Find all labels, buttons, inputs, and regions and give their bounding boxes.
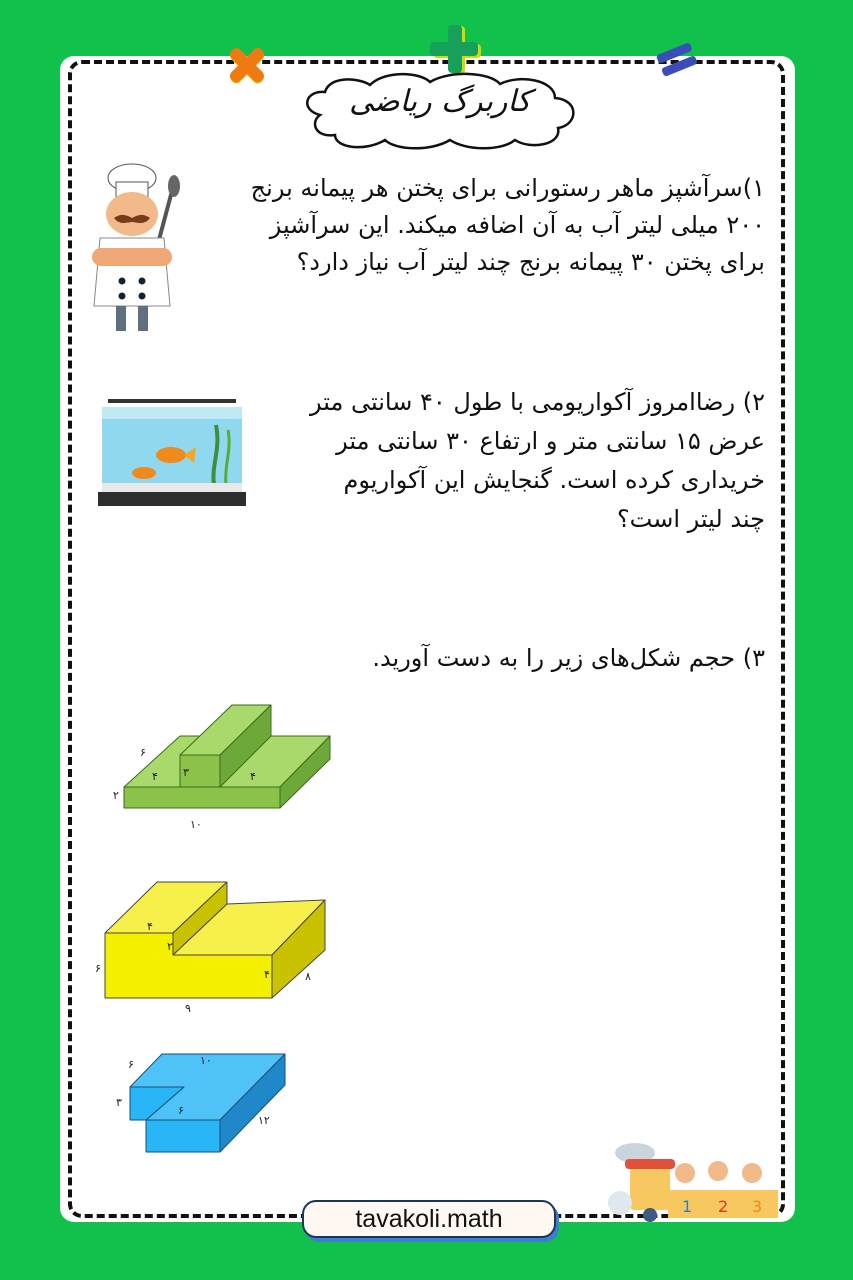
blue-label-notch: ۶ (178, 1104, 184, 1117)
question-3 (245, 640, 765, 677)
multiply-icon (222, 40, 272, 90)
blue-prism-shape (100, 1040, 300, 1160)
train-number-3: 3 (752, 1197, 763, 1216)
yellow-label-top: ۴ (147, 920, 153, 933)
footer-handle (302, 1200, 556, 1238)
question-2-line-1: ۲) رضاامروز آکواریومی با طول ۴۰ سانتی متر (310, 388, 765, 416)
question-1-line-1: ۱)سرآشپز ماهر رستورانی برای پختن هر پیمانه برنج (250, 174, 765, 202)
blue-label-height: ۳ (116, 1096, 122, 1109)
blue-label-depth-left: ۶ (128, 1058, 134, 1071)
question-1-line-2: ۲۰۰ میلی لیتر آب به آن اضافه میکند. این سرآشپز (269, 211, 765, 239)
question-2 (245, 383, 765, 539)
yellow-label-height: ۶ (95, 962, 101, 975)
question-2-line-2: عرض ۱۵ سانتی متر و ارتفاع ۳۰ سانتی متر (336, 427, 765, 455)
green-label-length: ۱۰ (190, 818, 202, 831)
green-label-step: ۳ (183, 766, 189, 779)
green-label-right-top: ۴ (250, 770, 256, 783)
train-illustration (600, 1135, 785, 1225)
green-t-prism-shape (100, 700, 340, 840)
green-label-depth: ۶ (140, 746, 146, 759)
blue-label-side: ۱۲ (258, 1114, 270, 1127)
question-3-line-1: ۳) حجم شکل‌های زیر را به دست آورید. (372, 644, 765, 672)
aquarium-illustration (96, 395, 248, 510)
train-number-2: 2 (718, 1197, 729, 1216)
question-1 (165, 170, 765, 281)
question-2-line-4: چند لیتر است؟ (616, 505, 765, 533)
equals-icon (655, 40, 700, 80)
train-number-1: 1 (682, 1197, 693, 1216)
yellow-label-depth: ۸ (305, 970, 311, 983)
yellow-label-right-height: ۴ (264, 968, 270, 981)
yellow-label-length: ۹ (185, 1002, 191, 1015)
question-2-line-3: خریداری کرده است. گنجایش این آکواریوم (343, 466, 765, 494)
worksheet-title: کاربرگ ریاضی (349, 84, 531, 119)
green-label-left-top: ۴ (152, 770, 158, 783)
question-1-line-3: برای پختن ۳۰ پیمانه برنج چند لیتر آب نیاز دارد؟ (296, 248, 765, 276)
blue-label-top: ۱۰ (200, 1054, 212, 1067)
footer-handle-text: tavakoli.math (355, 1204, 503, 1233)
yellow-l-prism-shape (85, 870, 335, 1020)
green-label-height: ۲ (113, 789, 119, 802)
yellow-label-step: ۲ (167, 940, 173, 953)
